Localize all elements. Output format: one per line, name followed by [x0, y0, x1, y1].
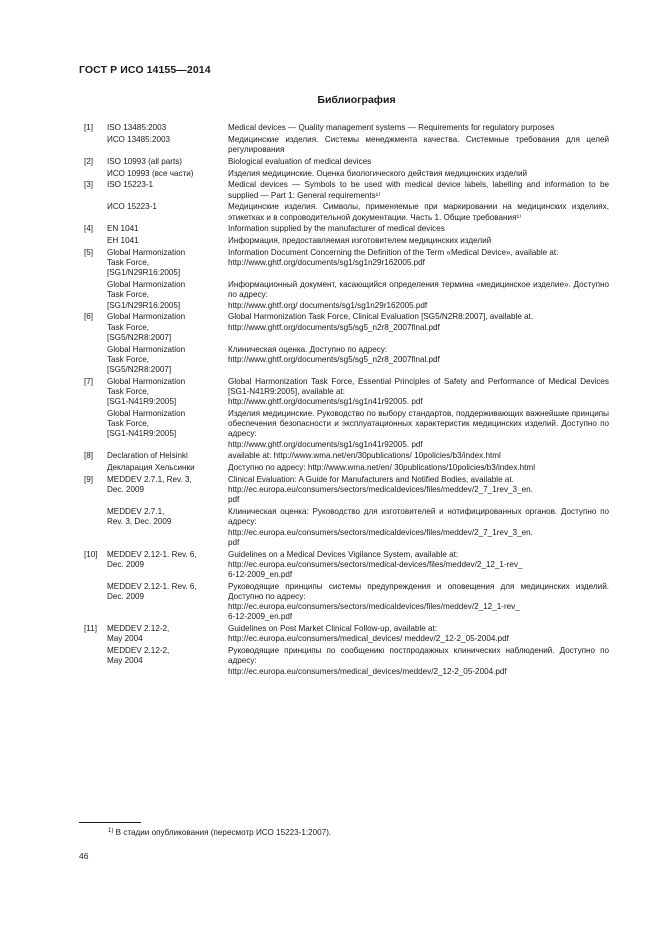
- entry-text: Изделия медицинские. Руководство по выбору стандартов, поддерживающих важнейшие принципы обеспечения безопасности и эксплуатационных характеристик медицинских изделий. Доступно по адресу: http://www.ghtf.org/documents/sg1/sg1n41r92005. pdf: [228, 409, 609, 449]
- bibliography-entry: [84, 507, 609, 548]
- bibliography-entry: [84, 550, 609, 581]
- entry-code: ISO 15223-1: [107, 180, 154, 190]
- bibliography-entry: [84, 646, 609, 677]
- page-number: 46: [79, 851, 89, 861]
- entry-text: Руководящие принципы по сообщению постпродажных клинических наблюдений. Доступно по адресу: http://ec.europa.eu/consumers/medical_devices/meddev/2_12-2_05-2004.pdf: [228, 646, 609, 676]
- entry-text: Medical devices — Symbols to be used with medical device labels, labelling and information to be supplied — Part 1: General requirements¹⁾: [228, 180, 609, 200]
- entry-code: MEDDEV 2.12-1. Rev. 6, Dec. 2009: [107, 581, 197, 602]
- entry-code: Declaration of Helsinki: [107, 451, 188, 461]
- entry-text: Руководящие принципы системы предупреждения и оповещения для медицинских изделий. Доступно по адресу: http://ec.europa.eu/consumers/sectors/medicaldevices/files/meddev/2_12_1-rev_ 6-12-2009_en.pdf: [228, 581, 609, 622]
- footnote-text: В стадии опубликования (пересмотр ИСО 15223-1:2007).: [115, 828, 332, 837]
- entry-code: MEDDEV 2.12-1. Rev. 6, Dec. 2009: [107, 549, 197, 569]
- entry-number: [7]: [84, 376, 94, 386]
- entry-code: Декларация Хельсинки: [107, 463, 195, 473]
- entry-text: Information Document Concerning the Definition of the Term «Medical Device», available at: http://www.ghtf.org/documents/sg1/sg1n29r162005.pdf: [228, 247, 559, 268]
- bibliography-entry: [84, 624, 609, 644]
- entry-number: [2]: [84, 156, 94, 166]
- bibliography-entry: [84, 345, 609, 376]
- entry-number: [6]: [84, 312, 94, 322]
- bibliography-entry: [84, 463, 609, 473]
- bibliography-entry: [84, 224, 609, 234]
- entry-text: Clinical Evaluation: A Guide for Manufacturers and Notified Bodies, available at. http://ec.europa.eu/consumers/sectors/medicaldevices/files/meddev/2_7_1rev_3_en. pdf: [228, 475, 533, 505]
- entry-number: [1]: [84, 123, 94, 132]
- entry-code: ISO 13485:2003: [107, 123, 167, 132]
- entry-code: ИСО 13485:2003: [107, 134, 171, 144]
- entry-number: [8]: [84, 451, 94, 461]
- bibliography-entry: [84, 582, 609, 623]
- bibliography-entry: [84, 451, 609, 461]
- document-header: ГОСТ Р ИСО 14155—2014: [79, 64, 211, 76]
- bibliography-entry: [84, 180, 609, 200]
- footnote-divider: [79, 822, 141, 823]
- entry-code: Global Harmonization Task Force, [SG5/N2R8:2007]: [107, 312, 186, 342]
- entry-code: MEDDEV 2.12-2, May 2004: [107, 624, 170, 644]
- entry-code: Global Harmonization Task Force, [SG5/N2R8:2007]: [107, 344, 186, 374]
- bibliography-entry: [84, 248, 609, 279]
- bibliography-entry: [84, 280, 609, 311]
- entry-code: Global Harmonization Task Force, [SG1-N41R9:2005]: [107, 376, 186, 407]
- entry-code: EN 1041: [107, 224, 139, 234]
- bibliography-entry: [84, 202, 609, 222]
- entry-code: Global Harmonization Task Force, [SG1/N29R16:2005]: [107, 280, 186, 310]
- entry-text: Доступно по адресу: http://www.wma.net/en/ 30publications/10policies/b3/index.html: [228, 463, 535, 473]
- entry-number: [11]: [84, 624, 97, 634]
- entry-number: [9]: [84, 475, 94, 484]
- entry-text: Информационный документ, касающийся определения термина «медицинское изделие». Доступно по адресу: http://www.ghtf.org/ documents/sg1/sg1n29r162005.pdf: [228, 280, 609, 310]
- bibliography-entry: [84, 123, 609, 133]
- entry-text: available at: http://www.wma.net/en/30publications/ 10policies/b3/index.html: [228, 451, 501, 461]
- entry-text: Global Harmonization Task Force, Clinical Evaluation [SG5/N2R8:2007], available at. http://www.ghtf.org/documents/sg5/sg5_n2r8_2007final.pdf: [228, 312, 534, 332]
- entry-code: ЕН 1041: [107, 236, 139, 246]
- entry-text: Guidelines on Post Market Clinical Follow-up, available at: http://ec.europa.eu/consumers/medical_devices/ meddev/2_12-2_05-2004.pdf: [228, 624, 509, 644]
- entry-number: [4]: [84, 224, 94, 234]
- entry-number: [10]: [84, 549, 98, 559]
- entry-text: Информация, предоставляемая изготовителем медицинских изделий: [228, 236, 492, 246]
- section-title: Библиография: [317, 94, 396, 106]
- entry-text: Клиническая оценка. Доступно по адресу: http://www.ghtf.org/documents/sg5/sg5_n2r8_2007final.pdf: [228, 344, 440, 364]
- bibliography-entry: [84, 377, 609, 408]
- entry-text: Global Harmonization Task Force, Essential Principles of Safety and Performance of Medical Devices [SG1-N41R9:2005], available at: http://www.ghtf.org/documents/sg1/sg1n41r92005. pdf: [228, 376, 609, 407]
- entry-text: Biological evaluation of medical devices: [228, 156, 372, 166]
- entry-text: Изделия медицинские. Оценка биологического действия медицинских изделий: [228, 168, 528, 178]
- entry-number: [5]: [84, 247, 94, 257]
- entry-text: Guidelines on a Medical Devices Vigilance System, available at: http://ec.europa.eu/consumers/sectors/medical-devices/files/meddev/2_12_1-rev_ 6-12-2009_en.pdf: [228, 549, 523, 580]
- entry-code: ИСО 15223-1: [107, 202, 157, 212]
- footnote: [108, 828, 331, 837]
- bibliography-entry: [84, 135, 609, 155]
- entry-number: [3]: [84, 180, 94, 190]
- entry-code: MEDDEV 2.12-2, May 2004: [107, 646, 170, 666]
- bibliography-entry: [84, 157, 609, 167]
- footnote-marker: 1): [108, 828, 114, 834]
- bibliography-entry: [84, 475, 609, 506]
- entry-text: Клиническая оценка: Руководство для изготовителей и нотифицированных органов. Доступно по адресу: http://ec.europa.eu/consumers/sectors/medicaldevices/files/meddev/2_7_1rev_3_en. pdf: [228, 507, 609, 547]
- entry-code: ИСО 10993 (все части): [107, 168, 194, 178]
- bibliography-list: [84, 123, 609, 678]
- bibliography-entry: [84, 236, 609, 246]
- entry-text: Medical devices — Quality management systems — Requirements for regulatory purposes: [228, 123, 555, 132]
- entry-text: Information supplied by the manufacturer of medical devices: [228, 224, 445, 234]
- entry-code: Global Harmonization Task Force, [SG1/N29R16:2005]: [107, 247, 186, 278]
- entry-code: Global Harmonization Task Force, [SG1-N41R9:2005]: [107, 409, 186, 439]
- entry-code: ISO 10993 (all parts): [107, 156, 182, 166]
- entry-text: Медицинские изделия. Системы менеджмента качества. Системные требования для целей регулирования: [228, 134, 609, 154]
- entry-code: MEDDEV 2.7.1, Rev. 3, Dec. 2009: [107, 475, 192, 495]
- bibliography-entry: [84, 169, 609, 179]
- entry-text: Медицинские изделия. Символы, применяемые при маркировании на медицинских изделиях, этикетках и в сопроводительной документации. Часть 1. Общие требования¹⁾: [228, 202, 609, 222]
- bibliography-entry: [84, 312, 609, 343]
- entry-code: MEDDEV 2.7.1, Rev. 3, Dec. 2009: [107, 507, 172, 527]
- bibliography-entry: [84, 409, 609, 450]
